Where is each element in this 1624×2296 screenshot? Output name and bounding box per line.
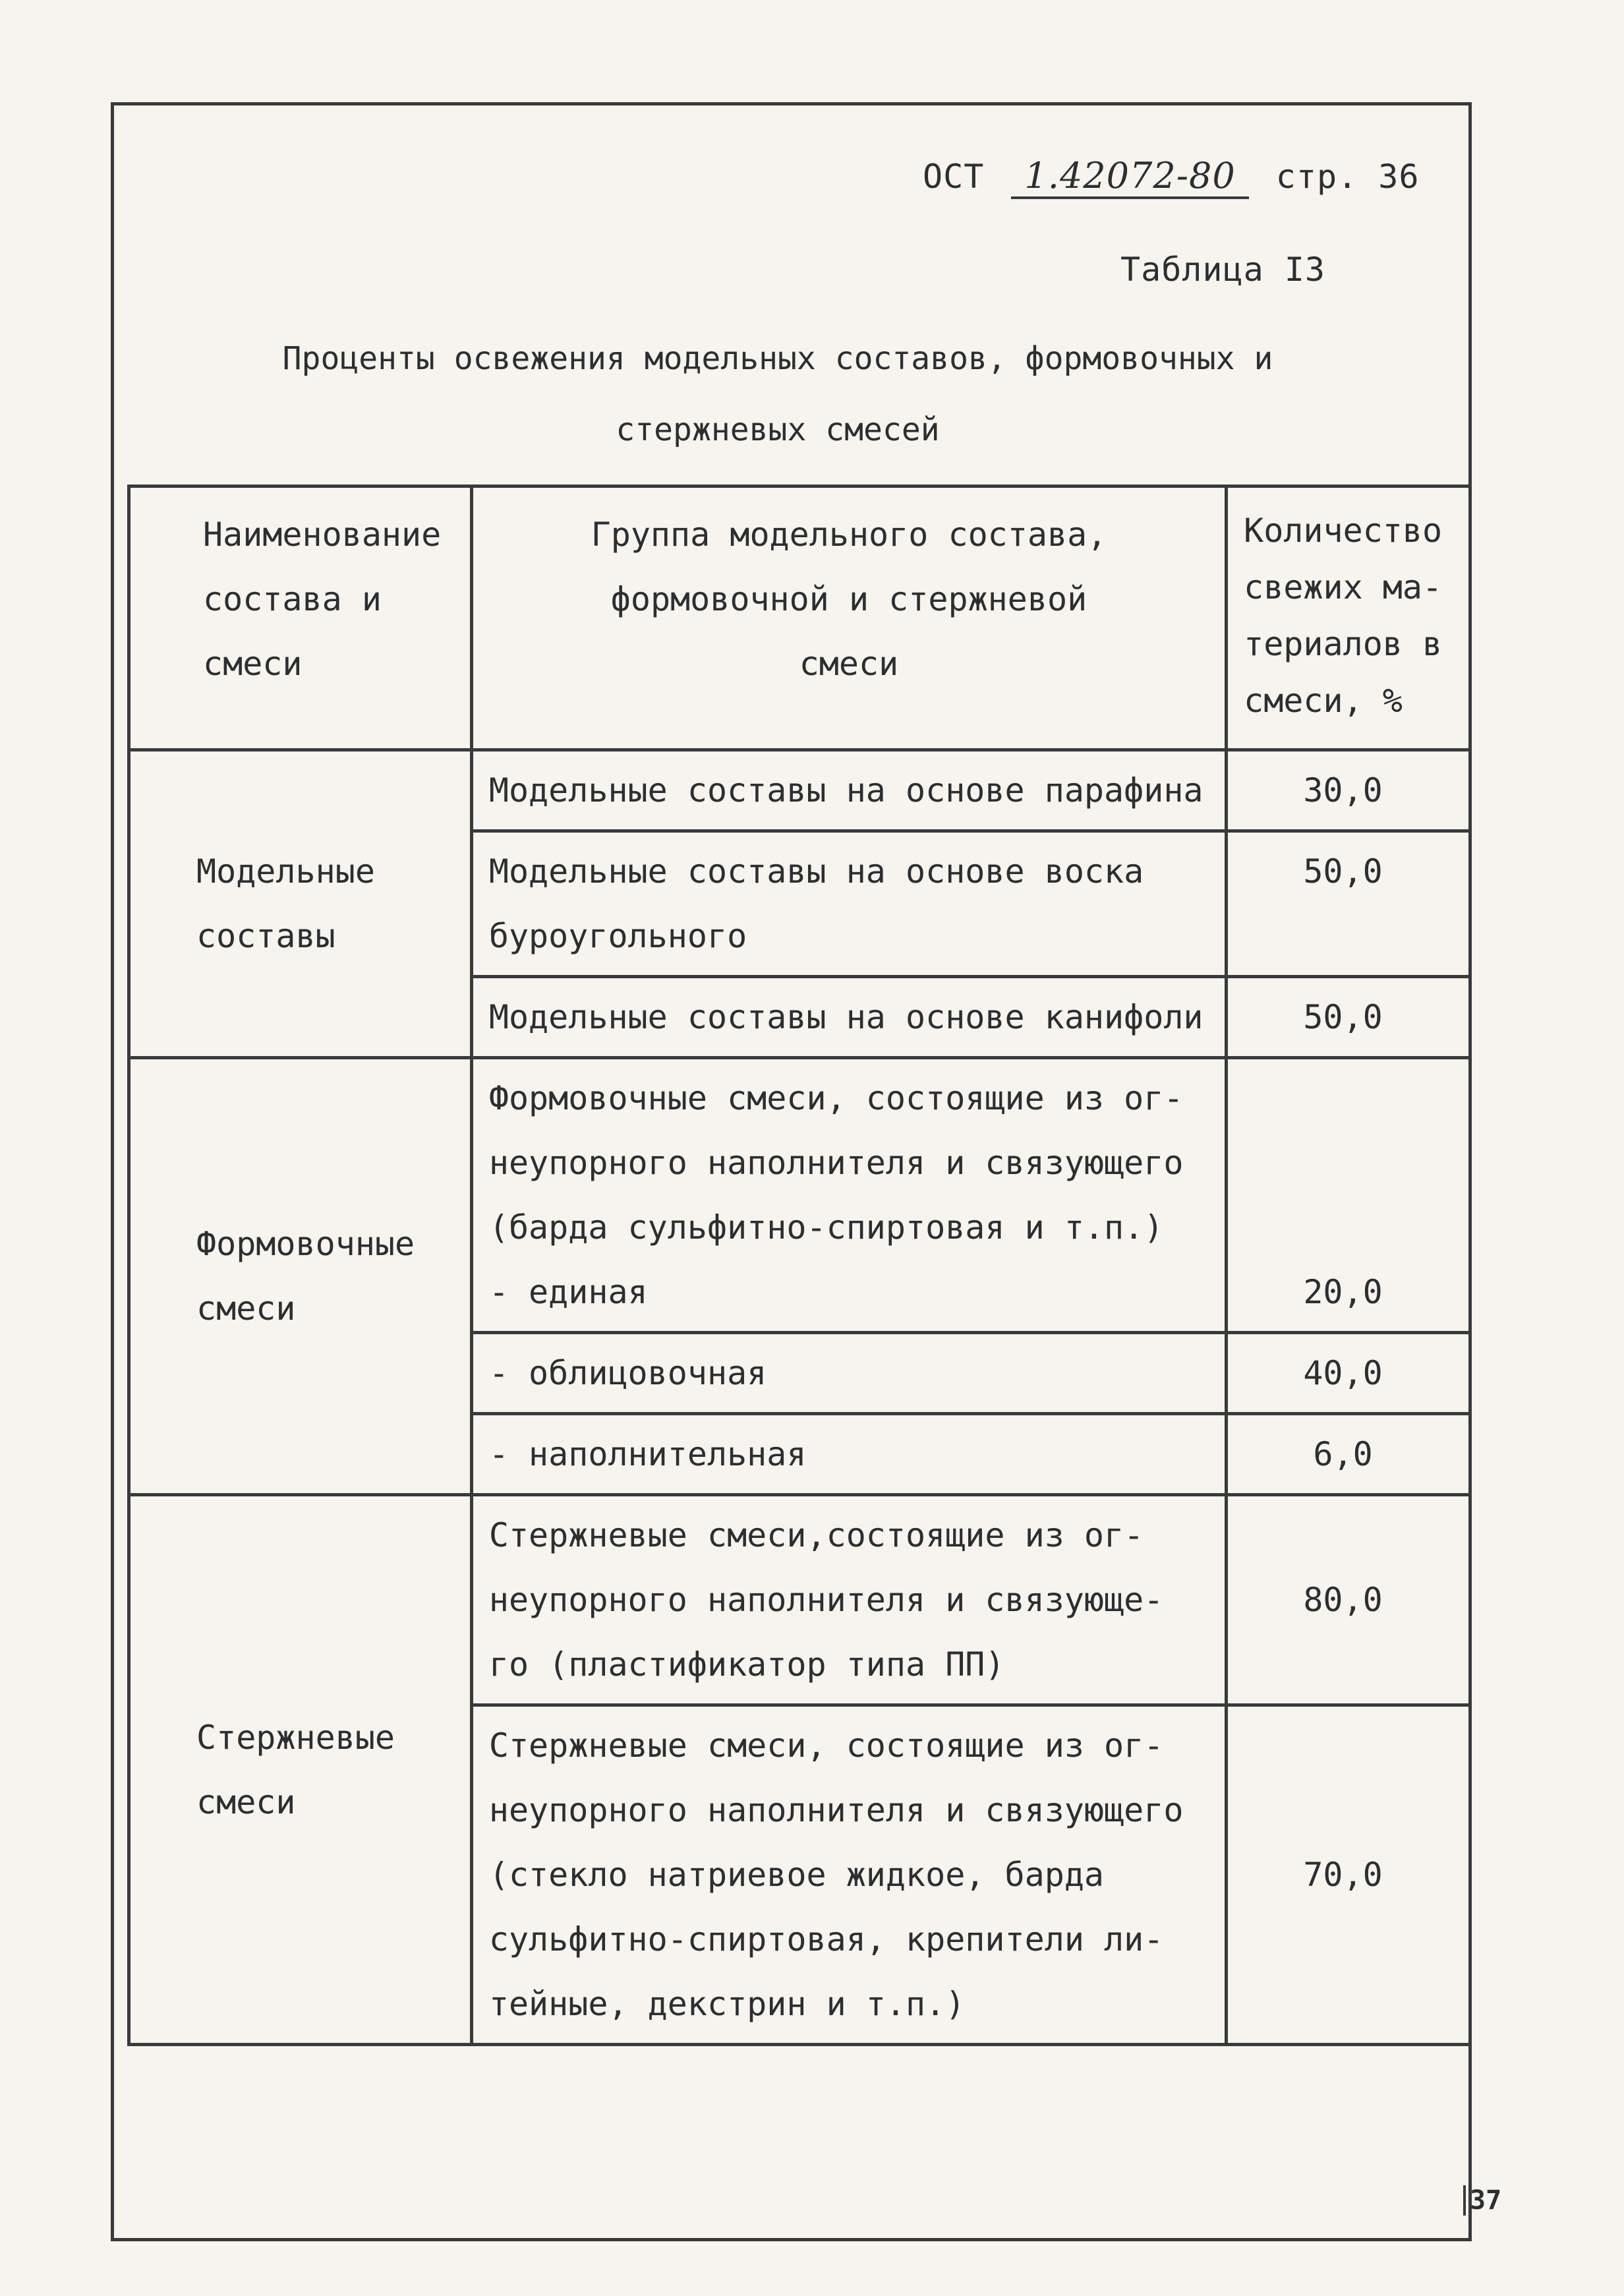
row-text-line: - облицовочная: [488, 1354, 767, 1392]
group-name-cell: [129, 1058, 472, 1495]
table-row: [129, 750, 1470, 831]
row-text-line: неупорного наполнителя и связующего: [488, 1144, 1184, 1182]
group-name-line: Стержневые: [196, 1718, 395, 1757]
row-text-line: буроугольного: [488, 917, 747, 955]
value-cell: 6,0: [1227, 1414, 1470, 1495]
value-cell: 50,0: [1227, 977, 1470, 1058]
value-cell: 20,0: [1227, 1058, 1470, 1333]
header-amount-cell: [1227, 486, 1470, 750]
group-text-cell: [471, 831, 1226, 977]
row-text-line: (барда сульфитно-спиртовая и т.п.): [488, 1208, 1164, 1247]
header-amount-line: Количество: [1244, 512, 1443, 550]
row-text-line: - наполнительная: [488, 1435, 807, 1473]
title-line-2: стержневых смесей: [616, 411, 940, 448]
header-name-line: состава и: [203, 580, 382, 618]
value-cell: 50,0: [1227, 831, 1470, 977]
table-title: [152, 323, 1404, 465]
group-name-cell: [129, 750, 472, 1058]
group-name-line: смеси: [196, 1289, 296, 1328]
group-name-cell: [129, 1495, 472, 2045]
page-label: стр. 36: [1275, 158, 1420, 196]
row-text-line: (стекло натриевое жидкое, барда: [488, 1856, 1105, 1894]
header-name-line: смеси: [203, 645, 303, 683]
group-text-cell: [471, 750, 1226, 831]
header-group-line: формовочной и стержневой: [610, 580, 1088, 618]
group-text-cell: [471, 1333, 1226, 1414]
value-cell: 80,0: [1227, 1495, 1470, 1705]
value-cell: 70,0: [1227, 1705, 1470, 2045]
header-amount-line: териалов в: [1244, 625, 1443, 663]
group-text-cell: [471, 1705, 1226, 2045]
table-row: [129, 1058, 1470, 1333]
value-cell: 30,0: [1227, 750, 1470, 831]
header-amount-line: свежих ма-: [1244, 568, 1443, 606]
title-line-1: Проценты освежения модельных составов, формовочных и: [282, 340, 1273, 377]
row-text-line: Формовочные смеси, состоящие из ог-: [488, 1079, 1184, 1117]
group-text-cell: [471, 1495, 1226, 1705]
row-text-line: го (пластификатор типа ПП): [488, 1645, 1005, 1684]
group-text-cell: [471, 977, 1226, 1058]
row-text-line: Стержневые смеси, состоящие из ог-: [488, 1726, 1164, 1765]
group-name-line: Модельные: [196, 852, 375, 891]
row-text-line: неупорного наполнителя и связующего: [488, 1791, 1184, 1829]
header-group-line: смеси: [799, 645, 899, 683]
group-name-line: смеси: [196, 1782, 296, 1821]
row-text-line: тейные, декстрин и т.п.): [488, 1985, 966, 2023]
table-label: Таблица I3: [1120, 250, 1326, 289]
ost-prefix: ОСТ: [923, 158, 985, 196]
row-text-line: - единая: [488, 1273, 648, 1311]
table-header-row: [129, 486, 1470, 750]
header-amount-line: смеси, %: [1244, 682, 1403, 720]
header-name-line: Наименование: [203, 515, 442, 554]
row-text-line: Модельные составы на основе воска: [488, 852, 1144, 891]
row-text-line: Модельные составы на основе канифоли: [488, 998, 1204, 1036]
row-text-line: неупорного наполнителя и связующе-: [488, 1581, 1164, 1619]
header-name-cell: [129, 486, 472, 750]
document-code: [923, 155, 1420, 199]
group-name-line: Формовочные: [196, 1225, 415, 1263]
group-text-cell: [471, 1058, 1226, 1333]
row-text-line: Модельные составы на основе парафина: [488, 771, 1204, 809]
sheet-number: 37: [1463, 2185, 1501, 2216]
header-group-cell: [471, 486, 1226, 750]
group-name-line: составы: [196, 917, 335, 955]
ost-number: 1.42072-80: [1011, 155, 1248, 199]
group-text-cell: [471, 1414, 1226, 1495]
refresh-percent-table: [127, 485, 1472, 2046]
header-group-line: Группа модельного состава,: [591, 515, 1107, 554]
value-cell: 40,0: [1227, 1333, 1470, 1414]
row-text-line: сульфитно-спиртовая, крепители ли-: [488, 1920, 1164, 1958]
table-row: [129, 1495, 1470, 1705]
row-text-line: Стержневые смеси,состоящие из ог-: [488, 1516, 1144, 1554]
